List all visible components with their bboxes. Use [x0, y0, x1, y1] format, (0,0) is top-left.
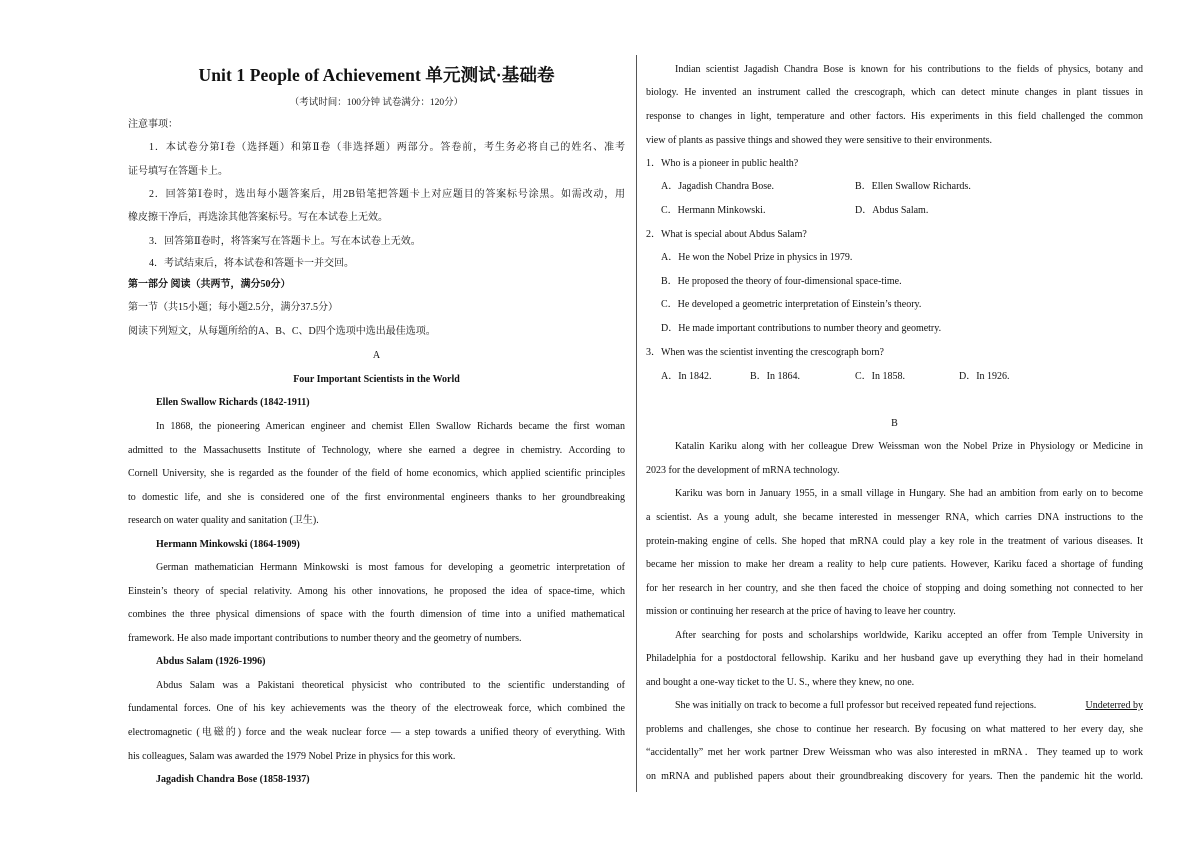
option-d: D．In 1926.	[959, 371, 1010, 382]
paragraph-line: mission or continuing her research at the price of having to leave her country.	[646, 606, 956, 617]
underlined-phrase: Undeterred by	[1085, 700, 1143, 711]
paragraph-line: combines the three physical dimensions of space with the fourth dimension of time into a unified mathematical	[128, 609, 625, 620]
option-b: B．Ellen Swallow Richards.	[855, 181, 971, 192]
paragraph-line: his colleagues, Salam was awarded the 1979 Nobel Prize in physics for this work.	[128, 751, 456, 762]
paragraph-line: admitted to the Massachusetts Institute of Technology, where she earned a degree in chemistry. According to	[128, 445, 625, 456]
option-a: A．Jagadish Chandra Bose.	[661, 181, 775, 192]
paragraph-line: “accidentally” met her work partner Drew Weissman who was also interested in mRNA．They teamed up to work	[646, 747, 1143, 758]
paragraph-line	[675, 699, 1143, 712]
passage-letter: A	[372, 350, 381, 361]
scientist-name: Abdus Salam (1926-1996)	[156, 656, 266, 667]
paragraph-line: problems and challenges, she chose to continue her research. By focusing on what mattered to her every day, she	[646, 724, 1143, 735]
option-d: D．He made important contributions to number theory and geometry.	[661, 323, 942, 334]
paragraph-line: framework. He also made important contributions to number theory and the geometry of numbers.	[128, 633, 522, 644]
notice-line: 4．考试结束后，将本试卷和答题卡一并交回。	[149, 258, 354, 269]
notice-heading: 注意事项：	[128, 119, 178, 130]
question-stem: 2．What is special about Abdus Salam?	[646, 229, 807, 240]
paragraph-line: biology. He invented an instrument called the crescograph, which can detect minute changes in plant tissues in	[646, 87, 1143, 98]
notice-line: 橡皮擦干净后，再选涂其他答案标号。写在本试卷上无效。	[128, 212, 388, 223]
notice-line: 3．回答第Ⅱ卷时，将答案写在答题卡上。写在本试卷上无效。	[149, 236, 421, 247]
paragraph-line: Philadelphia for a postdoctoral fellowship. Kariku and her husband gave up everything they had in their homeland	[646, 653, 1143, 664]
notice-line: 证号填写在答题卡上。	[128, 166, 228, 177]
paragraph-line: research on water quality and sanitation (卫生).	[128, 515, 319, 526]
paragraph-line: response to changes in light, temperature and other factors. His experiments in this field challenged the common	[646, 111, 1143, 122]
paragraph-line: In 1868, the pioneering American engineer and chemist Ellen Swallow Richards became the first woman	[156, 421, 625, 432]
section-heading: 第一节（共15小题；每小题2.5分，满分37.5分）	[128, 302, 338, 313]
paragraph-line: on mRNA and published papers about their groundbreaking discovery for years. Then the pandemic hit the world.	[646, 771, 1143, 782]
option-d: D．Abdus Salam.	[855, 205, 929, 216]
paragraph-line: view of plants as passive things and showed they were sensitive to their environments.	[646, 135, 993, 146]
column-divider	[636, 55, 637, 792]
question-stem: 1．Who is a pioneer in public health?	[646, 158, 799, 169]
paragraph-line: Einstein’s theory of special relativity. Among his other innovations, he proposed the idea of space-time, which	[128, 586, 625, 597]
paragraph-line: Katalin Kariku along with her colleague Drew Weissman won the Nobel Prize in Physiology or Medicine in	[675, 441, 1143, 452]
paragraph-line: After searching for posts and scholarships worldwide, Kariku accepted an offer from Temple University in	[675, 630, 1143, 641]
instruction: 阅读下列短文，从每题所给的A、B、C、D四个选项中选出最佳选项。	[128, 326, 436, 337]
option-b: B．He proposed the theory of four-dimensional space-time.	[661, 276, 902, 287]
part-heading: 第一部分 阅读（共两节，满分50分）	[128, 279, 291, 290]
notice-line: 2．回答第Ⅰ卷时，选出每小题答案后，用2B铅笔把答题卡上对应题目的答案标号涂黑。如需改动，用	[149, 189, 625, 200]
option-b: B．In 1864.	[750, 371, 800, 382]
paragraph-line: to domestic life, and she is considered one of the first environmental engineers thanks to her groundbreaking	[128, 492, 625, 503]
scientist-name: Jagadish Chandra Bose (1858-1937)	[156, 774, 310, 785]
option-c: C．Hermann Minkowski.	[661, 205, 766, 216]
exam-meta: （考试时间：100分钟 试卷满分：120分）	[289, 98, 464, 108]
passage-letter: B	[891, 418, 898, 429]
paragraph-line: Abdus Salam was a Pakistani theoretical physicist who contributed to the scientific understanding of	[156, 680, 625, 691]
paragraph-line: protein-making engine of cells. She hoped that mRNA could play a key role in the treatment of various diseases. It	[646, 536, 1143, 547]
paragraph-line: German mathematician Hermann Minkowski is most famous for developing a geometric interpretation of	[156, 562, 625, 573]
paragraph-line: a scientist. As a young adult, she became interested in messenger RNA, which carries DNA instructions to the	[646, 512, 1143, 523]
question-stem: 3．When was the scientist inventing the crescograph born?	[646, 347, 884, 358]
option-c: C．In 1858.	[855, 371, 905, 382]
option-c: C．He developed a geometric interpretation of Einstein’s theory.	[661, 299, 922, 310]
paragraph-line: Indian scientist Jagadish Chandra Bose is known for his contributions to the fields of physics, botany and	[675, 64, 1143, 75]
paragraph-line: Kariku was born in January 1955, in a small village in Hungary. She had an ambition from early on to become	[675, 488, 1143, 499]
page-title: Unit 1 People of Achievement 单元测试·基础卷	[198, 65, 555, 85]
option-a: A．He won the Nobel Prize in physics in 1979.	[661, 252, 853, 263]
paragraph-line: 2023 for the development of mRNA technology.	[646, 465, 840, 476]
paragraph-line: and bought a one-way ticket to the U. S., where they knew, no one.	[646, 677, 915, 688]
scientist-name: Ellen Swallow Richards (1842-1911)	[156, 397, 310, 408]
paragraph-line: Cornell University, she is regarded as the founder of the field of home economics, which applied scientific principles	[128, 468, 625, 479]
scientist-name: Hermann Minkowski (1864-1909)	[156, 539, 300, 550]
option-a: A．In 1842.	[661, 371, 712, 382]
paragraph-line: became her mission to make her dream a reality to help cure patients. However, Kariku faced a shortage of funding	[646, 559, 1143, 570]
paragraph-text: She was initially on track to become a full professor but received repeated fund rejections.	[675, 700, 1037, 711]
passage-heading: Four Important Scientists in the World	[293, 374, 460, 385]
paragraph-line: for her research in her country, and she then faced the choice of stopping and doing something not connected to her	[646, 583, 1143, 594]
paragraph-line: electromagnetic (电磁的) force and the weak nuclear force — a step towards a unified theory of everything. With	[128, 727, 625, 738]
paragraph-line: fundamental forces. One of his key achievements was the theory of the electroweak force, which combined the	[128, 703, 625, 714]
notice-line: 1．本试卷分第Ⅰ卷（选择题）和第Ⅱ卷（非选择题）两部分。答卷前，考生务必将自己的姓名、准考	[149, 142, 625, 153]
